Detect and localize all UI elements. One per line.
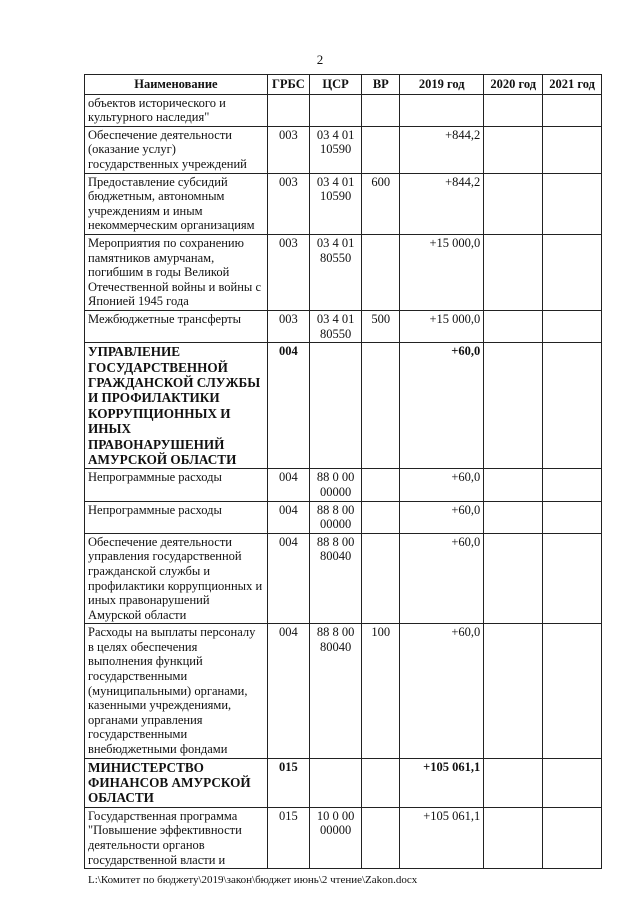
cell-csr: 10 0 00 00000: [309, 807, 362, 868]
header-grbs: ГРБС: [267, 75, 309, 95]
cell-2021: [543, 126, 602, 173]
cell-2019: +105 061,1: [400, 758, 484, 807]
cell-2020: [484, 624, 543, 758]
cell-vr: [362, 807, 400, 868]
table-row: [85, 94, 602, 126]
cell-2021: [543, 173, 602, 234]
budget-table: [84, 74, 602, 869]
cell-2020: [484, 234, 543, 310]
table-row: [85, 343, 602, 469]
header-csr: ЦСР: [309, 75, 362, 95]
header-2021: 2021 год: [543, 75, 602, 95]
cell-2019: +60,0: [400, 343, 484, 469]
cell-2020: [484, 126, 543, 173]
cell-name: УПРАВЛЕНИЕ ГОСУДАРСТВЕННОЙ ГРАЖДАНСКОЙ СЛУЖБЫ И ПРОФИЛАКТИКИ КОРРУПЦИОННЫХ И ИНЫХ ПРАВОНАРУШЕНИЙ АМУРСКОЙ ОБЛАСТИ: [85, 343, 268, 469]
cell-2020: [484, 533, 543, 624]
cell-vr: 600: [362, 173, 400, 234]
cell-grbs: [267, 94, 309, 126]
table-row: [85, 234, 602, 310]
cell-name: Обеспечение деятельности (оказание услуг) государственных учреждений: [85, 126, 268, 173]
cell-grbs: 015: [267, 807, 309, 868]
cell-2021: [543, 234, 602, 310]
cell-2021: [543, 624, 602, 758]
file-path-footer: L:\Комитет по бюджету\2019\закон\бюджет июнь\2 чтение\Zakon.docx: [88, 874, 418, 886]
cell-2019: +60,0: [400, 533, 484, 624]
cell-vr: [362, 343, 400, 469]
cell-name: Непрограммные расходы: [85, 469, 268, 501]
header-vr: ВР: [362, 75, 400, 95]
table-row: [85, 533, 602, 624]
table-body: [85, 94, 602, 869]
cell-vr: [362, 533, 400, 624]
table-row: [85, 173, 602, 234]
cell-vr: [362, 469, 400, 501]
cell-name: Обеспечение деятельности управления государственной гражданской службы и профилактики коррупционных и иных правонарушений Амурской области: [85, 533, 268, 624]
cell-2020: [484, 501, 543, 533]
cell-csr: 88 8 00 80040: [309, 533, 362, 624]
cell-2020: [484, 310, 543, 342]
table-row: [85, 126, 602, 173]
header-name: Наименование: [85, 75, 268, 95]
cell-2019: +844,2: [400, 126, 484, 173]
cell-grbs: 004: [267, 533, 309, 624]
cell-csr: [309, 94, 362, 126]
table-header-row: [85, 75, 602, 95]
cell-grbs: 004: [267, 624, 309, 758]
table-row: [85, 501, 602, 533]
cell-vr: [362, 758, 400, 807]
table-row: [85, 469, 602, 501]
cell-2021: [543, 533, 602, 624]
cell-vr: [362, 501, 400, 533]
cell-grbs: 004: [267, 343, 309, 469]
cell-2020: [484, 807, 543, 868]
page-number: 2: [316, 52, 324, 67]
cell-name: Предоставление субсидий бюджетным, автономным учреждениям и иным некоммерческим организациям: [85, 173, 268, 234]
table-row: [85, 807, 602, 868]
cell-csr: 03 4 01 80550: [309, 310, 362, 342]
cell-2021: [543, 807, 602, 868]
cell-vr: [362, 126, 400, 173]
cell-grbs: 003: [267, 310, 309, 342]
cell-name: Мероприятия по сохранению памятников амурчанам, погибшим в годы Великой Отечественной войны и войны с Японией 1945 года: [85, 234, 268, 310]
cell-2019: +105 061,1: [400, 807, 484, 868]
cell-2021: [543, 343, 602, 469]
cell-name: МИНИСТЕРСТВО ФИНАНСОВ АМУРСКОЙ ОБЛАСТИ: [85, 758, 268, 807]
cell-grbs: 003: [267, 126, 309, 173]
table-row: [85, 310, 602, 342]
cell-name: Межбюджетные трансферты: [85, 310, 268, 342]
cell-2020: [484, 758, 543, 807]
cell-2021: [543, 501, 602, 533]
cell-grbs: 004: [267, 501, 309, 533]
cell-csr: 88 8 00 00000: [309, 501, 362, 533]
cell-2021: [543, 310, 602, 342]
cell-2019: +15 000,0: [400, 310, 484, 342]
cell-grbs: 003: [267, 173, 309, 234]
cell-csr: 88 8 00 80040: [309, 624, 362, 758]
cell-grbs: 015: [267, 758, 309, 807]
cell-csr: 88 0 00 00000: [309, 469, 362, 501]
cell-2021: [543, 94, 602, 126]
cell-csr: [309, 343, 362, 469]
cell-csr: 03 4 01 80550: [309, 234, 362, 310]
cell-2019: +15 000,0: [400, 234, 484, 310]
cell-csr: 03 4 01 10590: [309, 173, 362, 234]
table-row: [85, 758, 602, 807]
cell-name: объектов исторического и культурного наследия": [85, 94, 268, 126]
cell-2020: [484, 94, 543, 126]
cell-2019: +60,0: [400, 501, 484, 533]
cell-vr: 100: [362, 624, 400, 758]
cell-vr: [362, 94, 400, 126]
header-2020: 2020 год: [484, 75, 543, 95]
cell-2019: +60,0: [400, 624, 484, 758]
cell-csr: 03 4 01 10590: [309, 126, 362, 173]
cell-2019: [400, 94, 484, 126]
cell-2021: [543, 469, 602, 501]
cell-vr: [362, 234, 400, 310]
cell-2020: [484, 343, 543, 469]
cell-2019: +60,0: [400, 469, 484, 501]
header-2019: 2019 год: [400, 75, 484, 95]
table-row: [85, 624, 602, 758]
cell-name: Государственная программа "Повышение эффективности деятельности органов государственной власти и: [85, 807, 268, 868]
cell-2019: +844,2: [400, 173, 484, 234]
cell-name: Расходы на выплаты персоналу в целях обеспечения выполнения функций государственными (муниципальными) органами, казенными учреждениями, органами управления государственными внебюджетными фондами: [85, 624, 268, 758]
cell-grbs: 004: [267, 469, 309, 501]
cell-2020: [484, 469, 543, 501]
cell-grbs: 003: [267, 234, 309, 310]
cell-2021: [543, 758, 602, 807]
cell-name: Непрограммные расходы: [85, 501, 268, 533]
cell-vr: 500: [362, 310, 400, 342]
cell-2020: [484, 173, 543, 234]
cell-csr: [309, 758, 362, 807]
